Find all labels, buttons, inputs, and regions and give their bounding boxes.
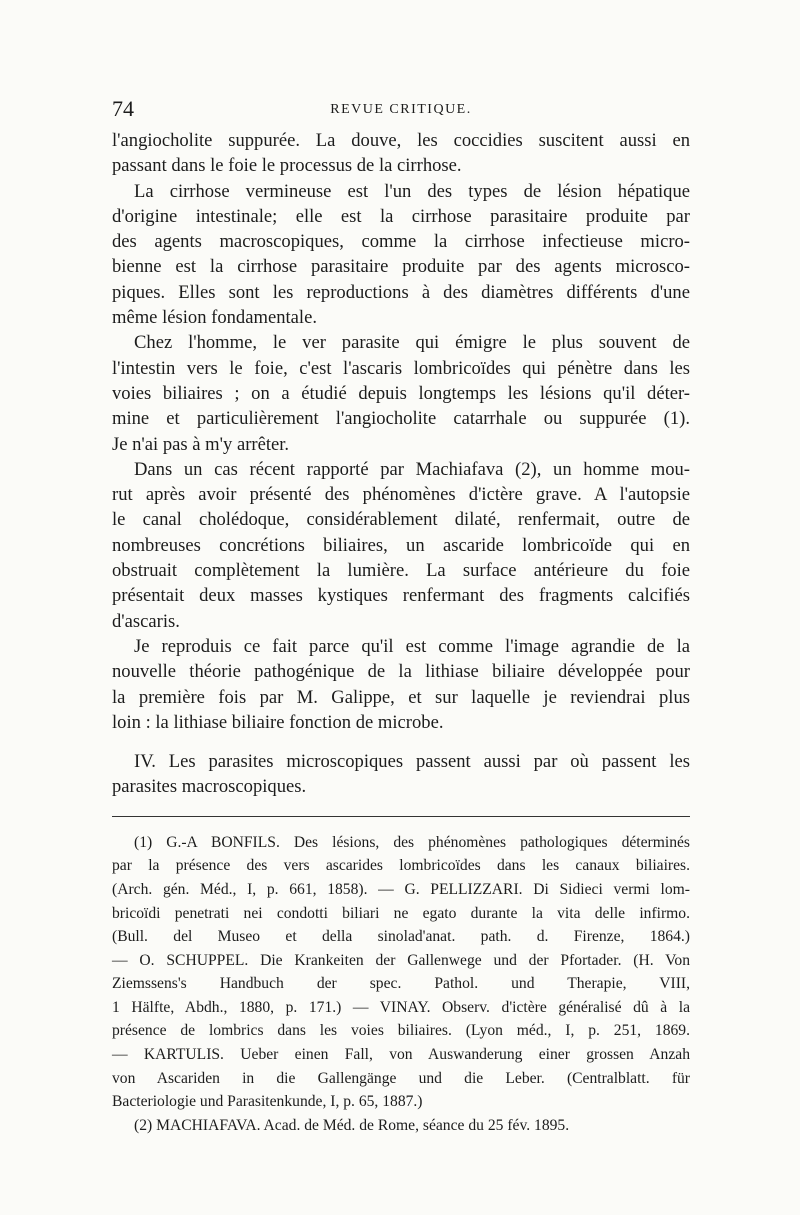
text-line: bricoïdi penetrati nei condotti biliari ne egato durante la vita delle infirmo. bbox=[112, 904, 690, 922]
text-line: Dans un cas récent rapporté par Machiafava (2), un homme mou- bbox=[134, 458, 690, 480]
text-line: des agents macroscopiques, comme la cirrhose infectieuse micro- bbox=[112, 231, 690, 253]
text-line: (Bull. del Museo et della sinolad'anat. path. d. Firenze, 1864.) bbox=[112, 928, 690, 946]
text-line: piques. Elles sont les reproductions à des diamètres différents d'une bbox=[112, 281, 690, 303]
text-line: Chez l'homme, le ver parasite qui émigre le plus souvent de bbox=[134, 332, 690, 354]
text-line: (2) MACHIAFAVA. Acad. de Méd. de Rome, séance du 25 fév. 1895. bbox=[134, 1116, 570, 1134]
text-line: d'ascaris. bbox=[112, 610, 180, 632]
text-line: Bacteriologie und Parasitenkunde, I, p. 65, 1887.) bbox=[112, 1093, 423, 1111]
text-line: loin : la lithiase biliaire fonction de microbe. bbox=[112, 711, 444, 733]
text-line: — O. SCHUPPEL. Die Krankeiten der Gallenwege und der Pfortader. (H. Von bbox=[112, 951, 690, 969]
text-line: 1 Hälfte, Abdh., 1880, p. 171.) — VINAY. Observ. d'ictère généralisé dû à la bbox=[112, 998, 690, 1016]
running-head bbox=[112, 96, 690, 128]
text-line: présence de lombrics dans les voies biliaires. (Lyon méd., I, p. 251, 1869. bbox=[112, 1022, 690, 1040]
text-line: présentait deux masses kystiques renfermant des fragments calcifiés bbox=[112, 585, 690, 607]
text-line: (1) G.-A BONFILS. Des lésions, des phénomènes pathologiques déterminés bbox=[134, 833, 690, 851]
paragraph bbox=[112, 457, 690, 634]
footnotes bbox=[112, 831, 690, 1138]
page bbox=[112, 96, 690, 1137]
text-line: passant dans le foie le processus de la cirrhose. bbox=[112, 155, 462, 177]
text-line: rut après avoir présenté des phénomènes d'ictère grave. A l'autopsie bbox=[112, 484, 690, 506]
text-line: obstruait complètement la lumière. La surface antérieure du foie bbox=[112, 560, 690, 582]
text-line: Ziemssens's Handbuch der spec. Pathol. und Therapie, VIII, bbox=[112, 975, 690, 993]
text-line: mine et particulièrement l'angiocholite catarrhale ou suppurée (1). bbox=[112, 408, 690, 430]
footnote-separator bbox=[112, 816, 690, 817]
footnote bbox=[112, 831, 690, 1114]
text-line: même lésion fondamentale. bbox=[112, 307, 317, 329]
footnote bbox=[112, 1114, 690, 1138]
text-line: d'origine intestinale; elle est la cirrhose parasitaire produite par bbox=[112, 205, 690, 227]
section-iv-paragraph bbox=[112, 749, 690, 800]
text-line: voies biliaires ; on a étudié depuis longtemps les lésions qu'il déter- bbox=[112, 382, 690, 404]
text-line: IV. Les parasites microscopiques passent aussi par où passent les bbox=[134, 751, 690, 773]
paragraph bbox=[112, 128, 690, 179]
text-line: von Ascariden in die Gallengänge und die Leber. (Centralblatt. für bbox=[112, 1069, 690, 1087]
text-line: nombreuses concrétions biliaires, un ascaride lombricoïde qui en bbox=[112, 534, 690, 556]
page-number: 74 bbox=[112, 96, 134, 121]
paragraph bbox=[112, 634, 690, 735]
text-line: La cirrhose vermineuse est l'un des types de lésion hépatique bbox=[134, 180, 690, 202]
text-line: (Arch. gén. Méd., I, p. 661, 1858). — G. PELLIZZARI. Di Sidieci vermi lom- bbox=[112, 880, 690, 898]
text-line: le canal cholédoque, considérablement dilaté, renfermait, outre de bbox=[112, 509, 690, 531]
text-line: l'angiocholite suppurée. La douve, les coccidies suscitent aussi en bbox=[112, 130, 690, 151]
text-line: la première fois par M. Galippe, et sur laquelle je reviendrai plus bbox=[112, 686, 690, 708]
body-text bbox=[112, 128, 690, 800]
text-line: l'intestin vers le foie, c'est l'ascaris lombricoïdes qui pénètre dans les bbox=[112, 357, 690, 379]
paragraph bbox=[112, 330, 690, 456]
running-title: REVUE CRITIQUE. bbox=[330, 102, 472, 117]
text-line: parasites macroscopiques. bbox=[112, 776, 307, 798]
text-line: — KARTULIS. Ueber einen Fall, von Auswanderung einer grossen Anzah bbox=[112, 1046, 690, 1064]
section-gap bbox=[112, 735, 690, 749]
text-line: nouvelle théorie pathogénique de la lithiase biliaire développée pour bbox=[112, 661, 690, 683]
text-line: par la présence des vers ascarides lombricoïdes dans les canaux biliaires. bbox=[112, 857, 690, 875]
text-line: Je reproduis ce fait parce qu'il est comme l'image agrandie de la bbox=[134, 635, 690, 657]
paragraph bbox=[112, 179, 690, 331]
text-line: bienne est la cirrhose parasitaire produite par des agents microsco- bbox=[112, 256, 690, 278]
text-line: Je n'ai pas à m'y arrêter. bbox=[112, 433, 290, 455]
